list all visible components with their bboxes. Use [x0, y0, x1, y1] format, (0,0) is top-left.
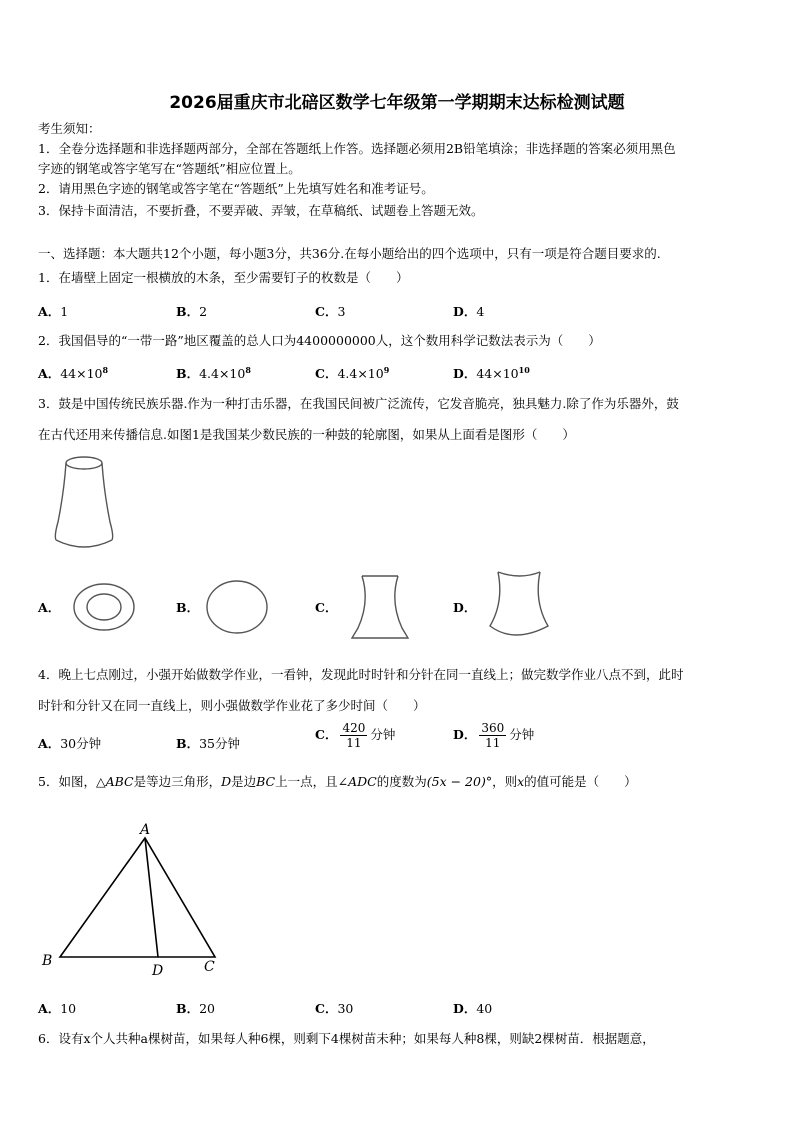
option-a-ring-shape [72, 582, 138, 634]
q5-option-a: A．10 [38, 1001, 77, 1016]
q5-option-b: B．20 [176, 1001, 215, 1016]
q5-stem: 5．如图，△ABC是等边三角形，D是边BC上一点，且∠ADC的度数为(5x − 20)°，则x的值可能是（ ） [38, 774, 637, 789]
q1-option-d: D．4 [453, 304, 485, 319]
q4-stem-line-2: 时针和分针又在同一直线上，则小强做数学作业花了多少时间（ ） [38, 698, 426, 713]
label-b: B [42, 953, 53, 969]
q3-stem-line-1: 3．鼓是中国传统民族乐器.作为一种打击乐器，在我国民间被广泛流传，它发音脆亮，独具魅力.除了作为乐器外，鼓 [38, 396, 679, 411]
notice-heading: 考生须知： [38, 121, 101, 136]
q5-option-c: C．30 [315, 1001, 354, 1016]
q3-option-a: A． [38, 600, 61, 615]
q4-option-a: A．30分钟 [38, 736, 102, 751]
notice-line-3: 2．请用黑色字迹的钢笔或答字笔在“答题纸”上先填写姓名和准考证号。 [38, 181, 434, 196]
label-c: C [204, 959, 215, 975]
triangle-figure [40, 818, 230, 983]
label-d: D [152, 963, 164, 979]
q2-option-d: D．$44\times 10^{10}$ [453, 364, 530, 381]
q3-option-b: B． [176, 600, 200, 615]
q2-option-b: B．$4.4\times 10^8$ [176, 364, 251, 381]
section-heading: 一、选择题：本大题共12个小题，每小题3分，共36分.在每小题给出的四个选项中，只有一项是符合题目要求的. [38, 246, 661, 261]
q4-option-b: B．35分钟 [176, 736, 240, 751]
q3-option-d: D． [453, 600, 477, 615]
q3-option-c: C． [315, 600, 338, 615]
notice-line-1: 1．全卷分选择题和非选择题两部分，全部在答题纸上作答。选择题必须用2B铅笔填涂；非选择题的答案必须用黑色 [38, 141, 676, 156]
q5-option-d: D．40 [453, 1001, 493, 1016]
q3-stem-line-2: 在古代还用来传播信息.如图1是我国某少数民族的一种鼓的轮廓图，如果从上面看是图形（ ） [38, 427, 575, 442]
label-a: A [140, 822, 151, 838]
option-b-circle-shape [205, 580, 271, 636]
q1-option-a: A．1 [38, 304, 69, 319]
triangle-abc [60, 838, 215, 957]
q4-option-d: D． $\frac{360}{11}$ 分钟 [453, 721, 535, 750]
drum-figure [50, 452, 120, 552]
option-c-waisted-shape [348, 572, 412, 642]
q1-option-c: C．3 [315, 304, 346, 319]
q2-stem: 2．我国倡导的“一带一路”地区覆盖的总人口为4400000000人，这个数用科学记数法表示为（ ） [38, 333, 601, 348]
notice-line-4: 3．保持卡面清洁，不要折叠，不要弄破、弄皱，在草稿纸、试题卷上答题无效。 [38, 203, 484, 218]
q4-stem-line-1: 4．晚上七点刚过，小强开始做数学作业，一看钟，发现此时时针和分针在同一直线上；做完数学作业八点不到，此时 [38, 667, 684, 682]
q2-option-a: A．$44\times 10^8$ [38, 364, 109, 381]
option-d-drum-side-shape [484, 568, 560, 642]
q6-stem: 6．设有x个人共种a棵树苗，如果每人种6棵，则剩下4棵树苗未种；如果每人种8棵，则缺2棵树苗．根据题意， [38, 1031, 655, 1046]
q1-stem: 1．在墙壁上固定一根横放的木条，至少需要钉子的枚数是（ ） [38, 270, 409, 285]
notice-line-2: 字迹的钢笔或答字笔写在“答题纸”相应位置上。 [38, 161, 301, 176]
q2-option-c: C．$4.4\times 10^9$ [315, 364, 390, 381]
q4-option-c: C． $\frac{420}{11}$ 分钟 [315, 721, 396, 750]
q1-option-b: B．2 [176, 304, 208, 319]
page-title: 2026届重庆市北碚区数学七年级第一学期期末达标检测试题 [169, 93, 625, 113]
